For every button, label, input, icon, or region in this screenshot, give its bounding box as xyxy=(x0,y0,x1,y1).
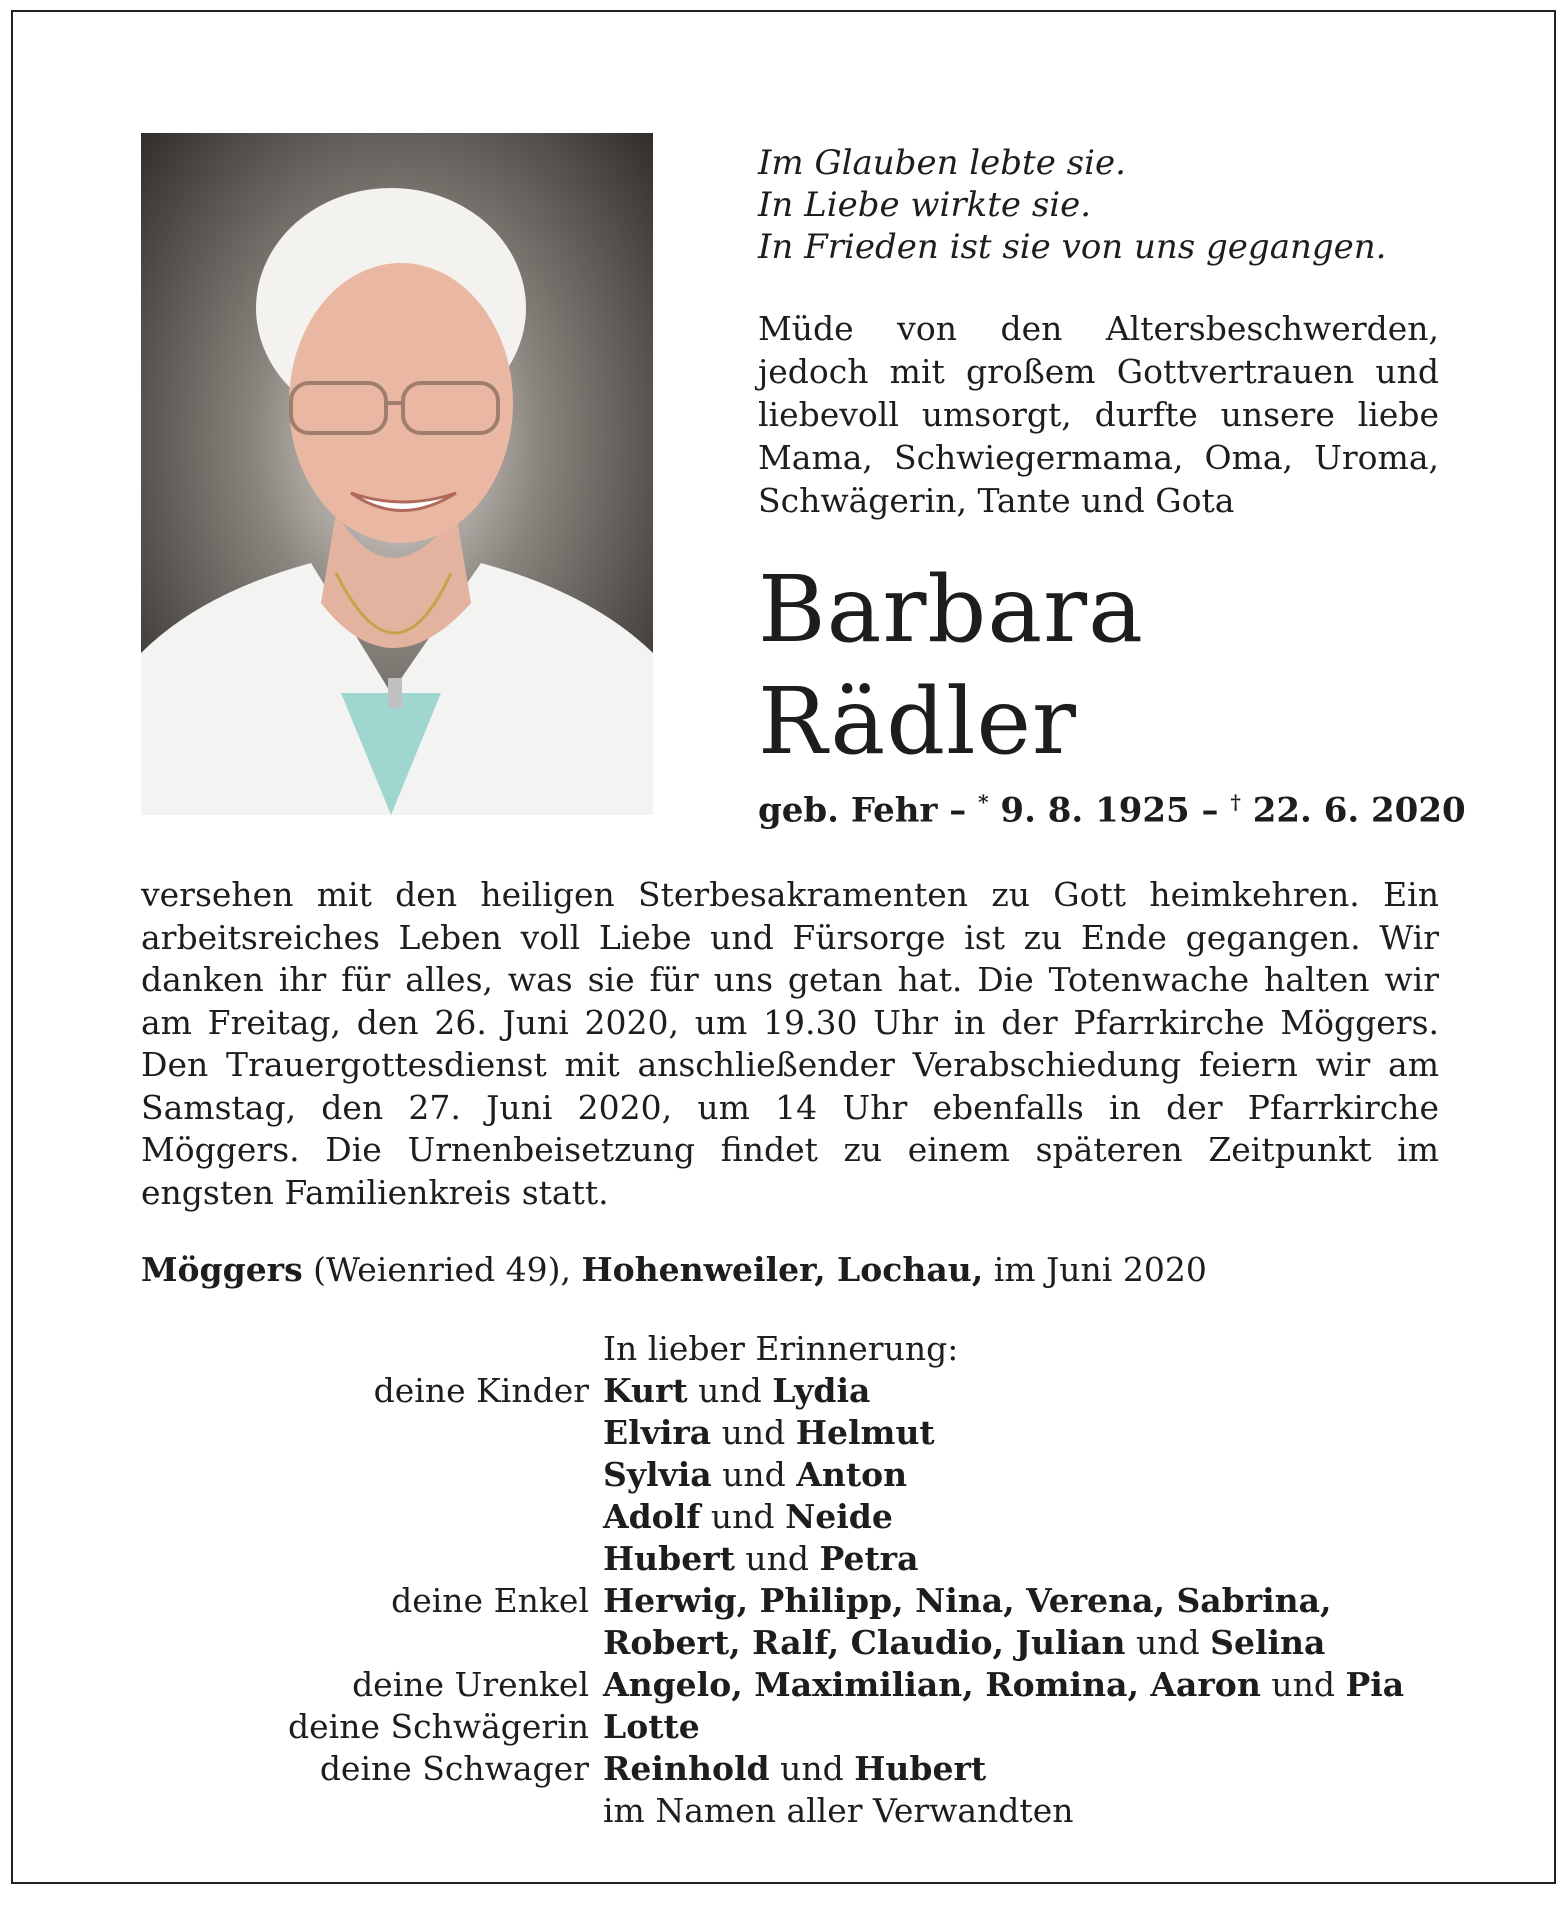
child-partner: Helmut xyxy=(795,1413,935,1452)
place-address: (Weienried 49), xyxy=(313,1250,571,1289)
kinder-row xyxy=(141,1496,1451,1538)
death-date: 22. 6. 2020 xyxy=(1252,790,1466,831)
kinder-row xyxy=(141,1538,1451,1580)
motto-line: Im Glauben lebte sie. xyxy=(758,143,1126,183)
child-name: Sylvia xyxy=(603,1455,712,1494)
body-text: versehen mit den heiligen Sterbesakramenten zu Gott heimkehren. Ein arbeitsreiches Leben voll Liebe und Fürsorge ist zu Ende gegangen. Wir danken ihr für alles, was sie für uns getan hat. Die Totenwache halten wir am Freitag, den 26. Juni 2020, um 19.30 Uhr in der Pfarrkirche Möggers. Den Trauergottesdienst mit anschließender Verabschiedung feiern wir am Samstag, den 27. Juni 2020, um 14 Uhr ebenfalls in der Pfarrkirche Möggers. Die Urnenbeisetzung findet zu einem späteren Zeitpunkt im engsten Familienkreis statt. xyxy=(141,875,1439,1212)
mourners-list xyxy=(141,1328,1451,1832)
closing-text: im Namen aller Verwandten xyxy=(603,1791,1074,1830)
urenkel-last: Pia xyxy=(1345,1665,1405,1704)
portrait-illustration xyxy=(141,133,653,815)
place-line xyxy=(141,1250,1441,1289)
schwager-row xyxy=(141,1748,1451,1790)
motto-line: In Frieden ist sie von uns gegangen. xyxy=(758,227,1387,267)
urenkel-names: Angelo, Maximilian, Romina, Aaron xyxy=(603,1665,1261,1704)
maiden-name: geb. Fehr xyxy=(758,790,938,831)
place-others: Hohenweiler, Lochau, xyxy=(581,1250,984,1289)
child-name: Adolf xyxy=(603,1497,701,1536)
kinder-row xyxy=(141,1370,1451,1412)
child-partner: Petra xyxy=(819,1539,919,1578)
schwaegerin-row xyxy=(141,1706,1451,1748)
und-word: und xyxy=(1271,1665,1335,1704)
intro-text: Müde von den Altersbeschwerden, jedoch mit großem Gottvertrauen und liebevoll umsorgt, durfte unsere liebe Mama, Schwiegermama, Oma, Uroma, Schwägerin, Tante und Gota xyxy=(758,309,1439,520)
schwager-name: Reinhold xyxy=(603,1749,770,1788)
mourners-heading: In lieber Erinnerung: xyxy=(603,1329,959,1368)
child-name: Elvira xyxy=(603,1413,712,1452)
urenkel-row xyxy=(141,1664,1451,1706)
und-word: und xyxy=(698,1371,762,1410)
urenkel-label: deine Urenkel xyxy=(352,1665,589,1704)
obituary-page xyxy=(11,10,1556,1884)
enkel-label: deine Enkel xyxy=(391,1581,589,1620)
last-name: Rädler xyxy=(758,668,1077,775)
motto xyxy=(758,142,1458,268)
portrait-photo xyxy=(141,133,653,815)
deceased-name xyxy=(758,554,1458,778)
child-partner: Lydia xyxy=(772,1371,871,1410)
enkel-names: Herwig, Philipp, Nina, Verena, Sabrina, xyxy=(603,1581,1332,1620)
closing-row xyxy=(141,1790,1451,1832)
child-name: Hubert xyxy=(603,1539,735,1578)
enkel-row xyxy=(141,1622,1451,1664)
child-partner: Anton xyxy=(796,1455,908,1494)
und-word: und xyxy=(1136,1623,1200,1662)
schwager-label: deine Schwager xyxy=(319,1749,589,1788)
und-word: und xyxy=(722,1455,786,1494)
first-name: Barbara xyxy=(758,556,1145,663)
place-town: Möggers xyxy=(141,1250,303,1289)
child-partner: Neide xyxy=(785,1497,893,1536)
birth-date: 9. 8. 1925 xyxy=(1000,790,1190,831)
mourners-heading-row xyxy=(141,1328,1451,1370)
kinder-label: deine Kinder xyxy=(373,1371,589,1410)
life-dates: geb. Fehr – * 9. 8. 1925 – † 22. 6. 2020 xyxy=(758,790,1466,831)
schwaegerin-name: Lotte xyxy=(603,1707,700,1746)
und-word: und xyxy=(710,1497,775,1536)
birth-symbol: * xyxy=(978,790,989,814)
child-name: Kurt xyxy=(603,1371,688,1410)
place-date: im Juni 2020 xyxy=(993,1250,1207,1289)
und-word: und xyxy=(721,1413,786,1452)
motto-line: In Liebe wirkte sie. xyxy=(758,185,1092,225)
death-symbol: † xyxy=(1230,790,1241,814)
enkel-row xyxy=(141,1580,1451,1622)
schwaegerin-label: deine Schwägerin xyxy=(288,1707,589,1746)
und-word: und xyxy=(745,1539,810,1578)
kinder-row xyxy=(141,1412,1451,1454)
kinder-row xyxy=(141,1454,1451,1496)
enkel-last: Selina xyxy=(1210,1623,1326,1662)
schwager-name: Hubert xyxy=(854,1749,987,1788)
enkel-names: Robert, Ralf, Claudio, Julian xyxy=(603,1623,1126,1662)
und-word: und xyxy=(780,1749,844,1788)
